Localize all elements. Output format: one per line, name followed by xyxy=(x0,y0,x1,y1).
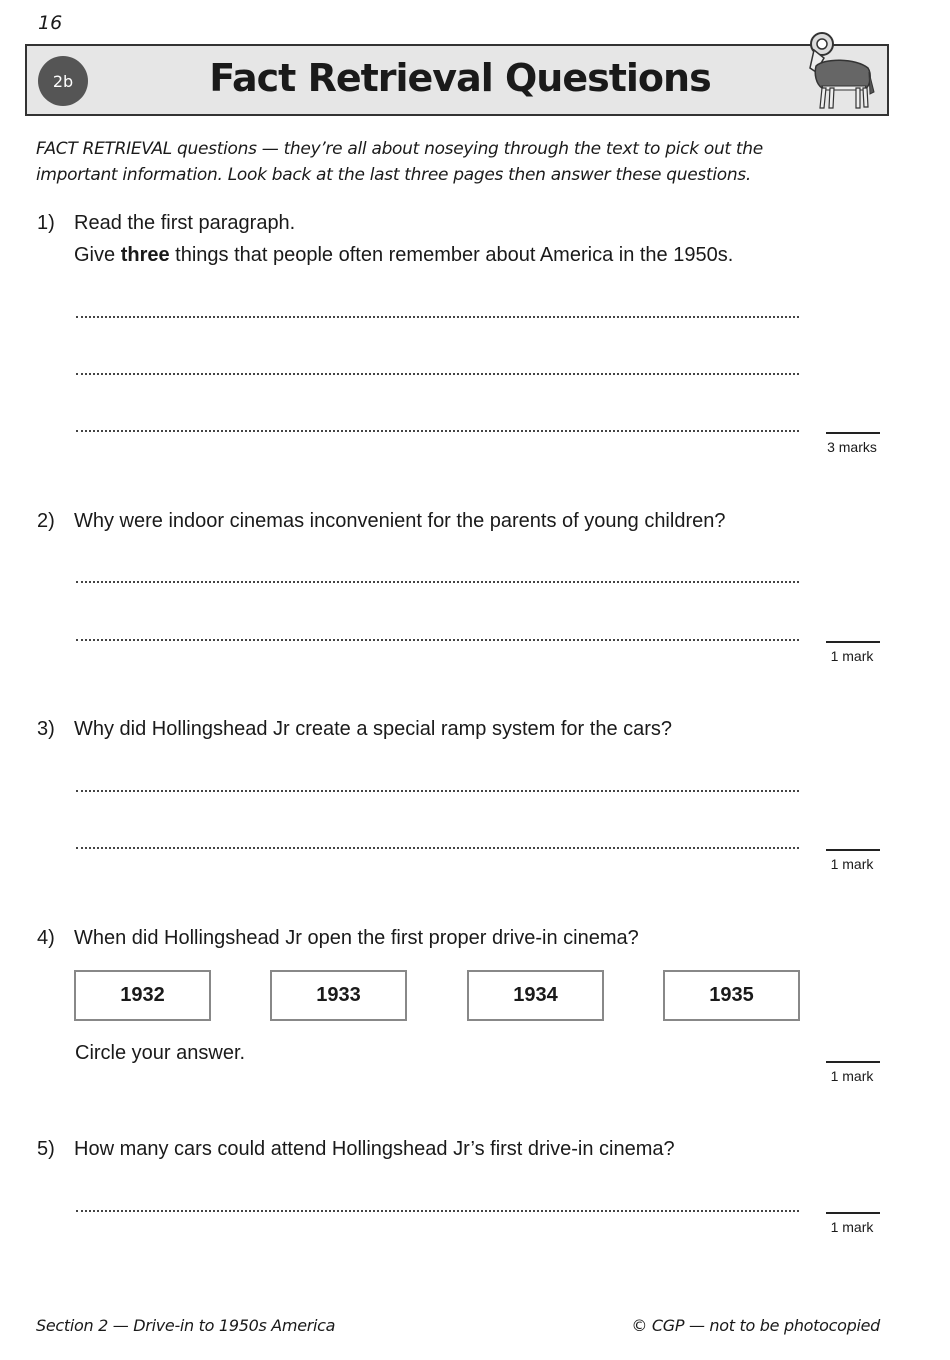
option-1934[interactable]: 1934 xyxy=(467,970,604,1021)
question-1-subtext xyxy=(74,244,733,267)
option-1935[interactable]: 1935 xyxy=(663,970,800,1021)
intro-line-2: important information. Look back at the last three pages then answer these questions. xyxy=(36,165,751,185)
question-5-number: 5) xyxy=(37,1138,55,1160)
footer-copyright: © CGP — not to be photocopied xyxy=(631,1316,880,1335)
answer-line[interactable] xyxy=(76,639,799,641)
question-5-text: How many cars could attend Hollingshead Jr’s first drive-in cinema? xyxy=(74,1138,675,1160)
question-3-text: Why did Hollingshead Jr create a special ramp system for the cars? xyxy=(74,718,673,740)
footer-section: Section 2 — Drive-in to 1950s America xyxy=(36,1316,336,1335)
page-number: 16 xyxy=(38,12,63,34)
question-2-number: 2) xyxy=(37,510,55,532)
question-4-text: When did Hollingshead Jr open the first proper drive-in cinema? xyxy=(74,927,639,949)
question-1-subtext-bold: three xyxy=(120,244,170,266)
question-1-text: Read the first paragraph. xyxy=(74,212,296,234)
question-1-subtext-post: things that people often remember about America in the 1950s. xyxy=(169,244,734,266)
answer-line[interactable] xyxy=(76,373,799,375)
marks-label: 1 mark xyxy=(830,1219,874,1235)
option-1932[interactable]: 1932 xyxy=(74,970,211,1021)
marks-line xyxy=(826,1061,880,1063)
ram-icon xyxy=(800,28,880,114)
marks-label: 3 marks xyxy=(827,439,877,455)
marks-label: 1 mark xyxy=(830,1068,874,1084)
answer-line[interactable] xyxy=(76,1210,799,1212)
section-badge: 2b xyxy=(38,56,88,106)
answer-line[interactable] xyxy=(76,790,799,792)
question-3-number: 3) xyxy=(37,718,55,740)
marks-line xyxy=(826,849,880,851)
marks-label: 1 mark xyxy=(830,856,874,872)
question-1-number: 1) xyxy=(37,212,55,234)
question-4-number: 4) xyxy=(37,927,55,949)
marks-line xyxy=(826,432,880,434)
marks-line xyxy=(826,1212,880,1214)
answer-line[interactable] xyxy=(76,430,799,432)
question-1-subtext-pre: Give xyxy=(74,244,121,266)
intro-line-1: FACT RETRIEVAL questions — they’re all about noseying through the text to pick out the xyxy=(36,139,763,159)
answer-line[interactable] xyxy=(76,581,799,583)
answer-line[interactable] xyxy=(76,847,799,849)
answer-line[interactable] xyxy=(76,316,799,318)
question-2-text: Why were indoor cinemas inconvenient for the parents of young children? xyxy=(74,510,726,532)
option-1933[interactable]: 1933 xyxy=(270,970,407,1021)
marks-label: 1 mark xyxy=(830,648,874,664)
circle-instruction: Circle your answer. xyxy=(75,1042,246,1064)
page-title: Fact Retrieval Questions xyxy=(209,56,711,100)
marks-line xyxy=(826,641,880,643)
intro-text xyxy=(36,136,896,188)
